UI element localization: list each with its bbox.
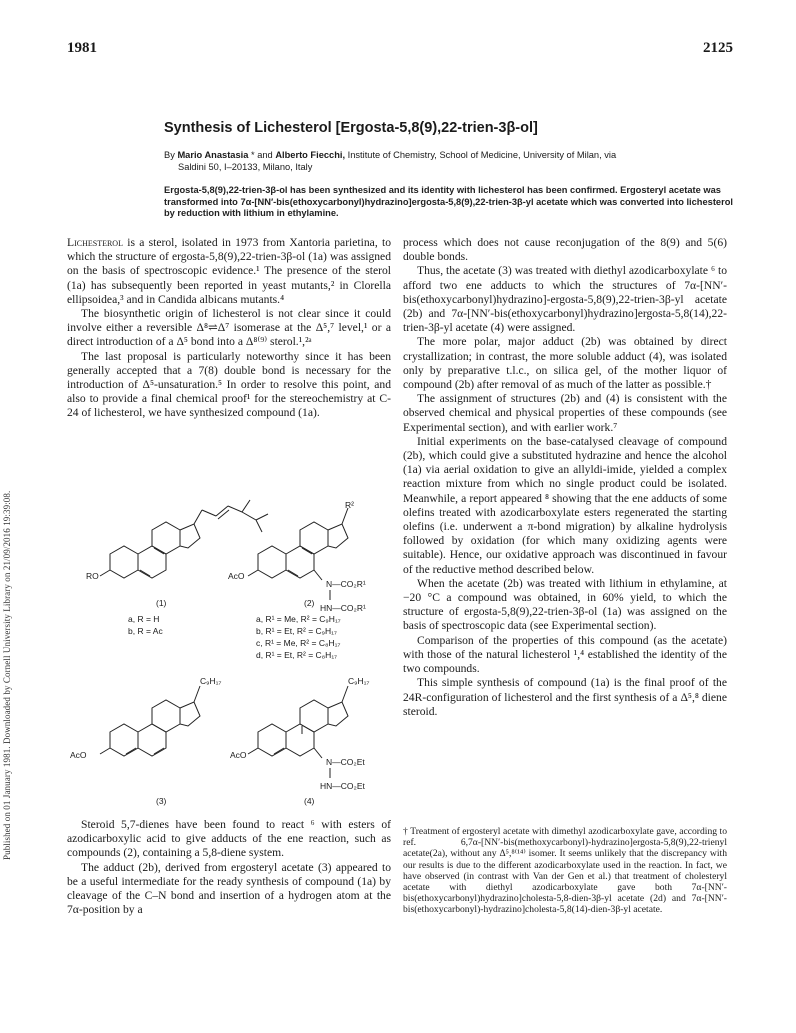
footnote: † Treatment of ergosteryl acetate with dimethyl azodicarboxylate gave, according to ref. 6,7α-[NN′-bis(methoxycarbonyl)-hydrazino]ergosta-5,8(9),22-trienyl acetate(2a), without any Δ⁵,⁸⁽¹⁴⁾ isomer. It seems unlikely that the discrepancy with our results is due to the different azodicarboxylate used in the reaction. In fact, we have observed (in contrast with Van der Gen et al.) that treatment of cholesteryl acetate with diethyl azodicarboxylate gave both 7α-[NN′-bis(ethoxycarbonyl)hydrazino]cholesta-5,8-dien-3β-yl acetate (2d) and 7α-[NN′-bis(ethoxycarbonyl)-hydrazino]cholesta-5,8(14)-dien-3β-yl acetate. xyxy=(403,826,727,916)
c3-aco: AcO xyxy=(70,750,87,760)
c2-r2: R² xyxy=(345,500,354,510)
structure-figure xyxy=(60,478,395,818)
paragraph: The adduct (2b), derived from ergosteryl acetate (3) appeared to be a useful intermediate for the ready synthesis of compound (1a) by cleavage of the C–N bond and insertion of a hydrogen atom at the 7α-position by a xyxy=(67,860,391,917)
c2-b: b, R¹ = Et, R² = C₉H₁₇ xyxy=(256,626,337,636)
article-title: Synthesis of Lichesterol [Ergosta-5,8(9),22-trien-3β-ol] xyxy=(164,120,538,136)
paragraph: The more polar, major adduct (2b) was obtained by direct crystallization; in contrast, the more soluble adduct (4), was isolated only by preparative t.l.c., on silica gel, of the mother liquor of compound (2b) after removal of as much of the latter as possible.† xyxy=(403,335,727,392)
author-anastasia: Mario Anastasia xyxy=(177,150,249,160)
download-notice: Published on 01 January 1981. Downloaded by Cornell University Library on 21/09/2016 19:39:08. xyxy=(2,490,12,860)
c1-b: b, R = Ac xyxy=(128,626,163,636)
c2-a: a, R¹ = Me, R² = C₉H₁₇ xyxy=(256,614,341,624)
paragraph: Steroid 5,7-dienes have been found to react ⁶ with esters of azodicarboxylic acid to give adducts of the ene reaction, such as compounds (2), containing a 5,8-diene system. xyxy=(67,818,391,860)
c1-ro: RO xyxy=(86,571,99,581)
journal-year: 1981 xyxy=(67,40,97,56)
paragraph: Comparison of the properties of this compound (as the acetate) with those of the natural lichesterol ¹,⁴ established the identity of the two compounds. xyxy=(403,633,727,676)
lead-word: Lichesterol xyxy=(67,236,123,249)
c1-a: a, R = H xyxy=(128,614,160,624)
author-block: By Mario Anastasia * and Alberto Fiecchi, Institute of Chemistry, School of Medicine, University of Milan, via Saldini 50, I–20133, Milano, Italy xyxy=(164,150,617,172)
paragraph: The biosynthetic origin of lichesterol is not clear since it could involve either a reversible Δ⁸⇌Δ⁷ isomerase at the Δ⁵,⁷ level,¹ or a direct introduction of a Δ⁵ bond into a Δ⁸⁽⁹⁾ sterol.¹,²ᵃ xyxy=(67,307,391,349)
c2-hn: HN—CO₂R¹ xyxy=(320,603,366,613)
column-left-lower xyxy=(67,818,391,917)
paragraph: Thus, the acetate (3) was treated with diethyl azodicarboxylate ⁶ to afford two ene adducts to which the structures of 7α-[NN′-bis(ethoxycarbonyl)hydrazino]-ergosta-5,8(9),22-trien-3β-yl acetate (2b) and 7α-[NN′-bis(ethoxycarbonyl)hydrazino]ergosta-5,8(14),22-trien-3β-yl acetate (4) were assigned. xyxy=(403,264,727,335)
abstract: Ergosta-5,8(9),22-trien-3β-ol has been synthesized and its identity with lichesterol has been confirmed. Ergosteryl acetate was transformed into 7α-[NN′-bis(ethoxycarbonyl)hydrazino]ergosta-5,8(9),22-trien-3β-yl acetate which was converted into lichesterol by reduction with lithium in ethylamine. xyxy=(164,185,733,219)
affiliation-address: Saldini 50, I–20133, Milano, Italy xyxy=(178,162,313,172)
c1-label: (1) xyxy=(156,598,167,608)
c3-sub: C₉H₁₇ xyxy=(200,676,222,686)
c2-n: N—CO₂R¹ xyxy=(326,579,366,589)
paragraph: process which does not cause reconjugation of the 8(9) and 5(6) double bonds. xyxy=(403,236,727,264)
c4-label: (4) xyxy=(304,796,315,806)
c4-sub: C₉H₁₇ xyxy=(348,676,370,686)
paragraph: The assignment of structures (2b) and (4) is consistent with the observed chemical and physical properties of these compounds (see Experimental section), and with earlier work.⁷ xyxy=(403,392,727,434)
c2-aco: AcO xyxy=(228,571,245,581)
c2-d: d, R¹ = Et, R² = C₈H₁₇ xyxy=(256,650,338,660)
c2-c: c, R¹ = Me, R² = C₈H₁₇ xyxy=(256,638,341,648)
paragraph: The last proposal is particularly noteworthy since it has been generally accepted that a 7(8) double bond is necessary for the introduction of Δ⁵-unsaturation.⁵ In order to resolve this point, and also to provide a final chemical proof¹ for the stereochemistry at C-24 of lichesterol, we have synthesized compound (1a). xyxy=(67,349,391,420)
page-number: 2125 xyxy=(703,40,733,56)
column-left: Lichesterol is a sterol, isolated in 1973 from Xantoria parietina, to which the structure of ergosta-5,8(9),22-trien-3β-ol (1a) was assigned on the basis of spectroscopic evidence.¹ The presence of the sterol (1a) has subsequently been reported in yeast mutants,² in Clorella ellipsoidea,³ and in Candida albicans mutants.⁴ The biosynthetic origin of lichesterol is not clear since it could involve either a reversible Δ⁸⇌Δ⁷ isomerase at the Δ⁵,⁷ level,¹ or a direct introduction of a Δ⁵ bond into a Δ⁸⁽⁹⁾ sterol.¹,²ᵃ The last proposal is particularly noteworthy since it has been generally accepted that a 7(8) double bond is necessary for the introduction of Δ⁵-unsaturation.⁵ In order to resolve this point, and also to provide a final chemical proof¹ for the stereochemistry at C-24 of lichesterol, we have synthesized compound (1a). xyxy=(67,236,391,420)
c4-n: N—CO₂Et xyxy=(326,757,365,767)
paragraph: Initial experiments on the base-catalysed cleavage of compound (2b), which could give a substituted hydrazine and hence the alcohol (1a) via aerial oxidation to give an allyldi-imide, yielded a complex reaction mixture from which no single product could be isolated. Meanwhile, a report appeared ⁸ showing that the ene adducts of some olefins treated with azodicarboxylate esters regenerated the starting olefins (i.e. underwent a π-bond migration) by alkaline hydrolysis followed by oxidation (for which many oxidizing agents were suitable). Hence, our oxidative approach was discontinued in favour of the reductive method described below. xyxy=(403,434,727,576)
c4-hn: HN—CO₂Et xyxy=(320,781,365,791)
structures-drawing xyxy=(60,478,395,818)
paragraph: When the acetate (2b) was treated with lithium in ethylamine, at −20 °C a compound was obtained, in 60% yield, to which the structure of ergosta-5,8(9),22-trien-3β-ol (1a) was assigned on the basis of spectroscopic data (see Experimental section). xyxy=(403,576,727,633)
c4-aco: AcO xyxy=(230,750,247,760)
c3-label: (3) xyxy=(156,796,167,806)
author-fiecchi: Alberto Fiecchi, xyxy=(275,150,346,160)
paragraph: This simple synthesis of compound (1a) is the final proof of the 24R-configuration of lichesterol and the first synthesis of a Δ⁵,⁸ diene steroid. xyxy=(403,676,727,718)
column-right xyxy=(403,236,727,719)
c2-label: (2) xyxy=(304,598,315,608)
